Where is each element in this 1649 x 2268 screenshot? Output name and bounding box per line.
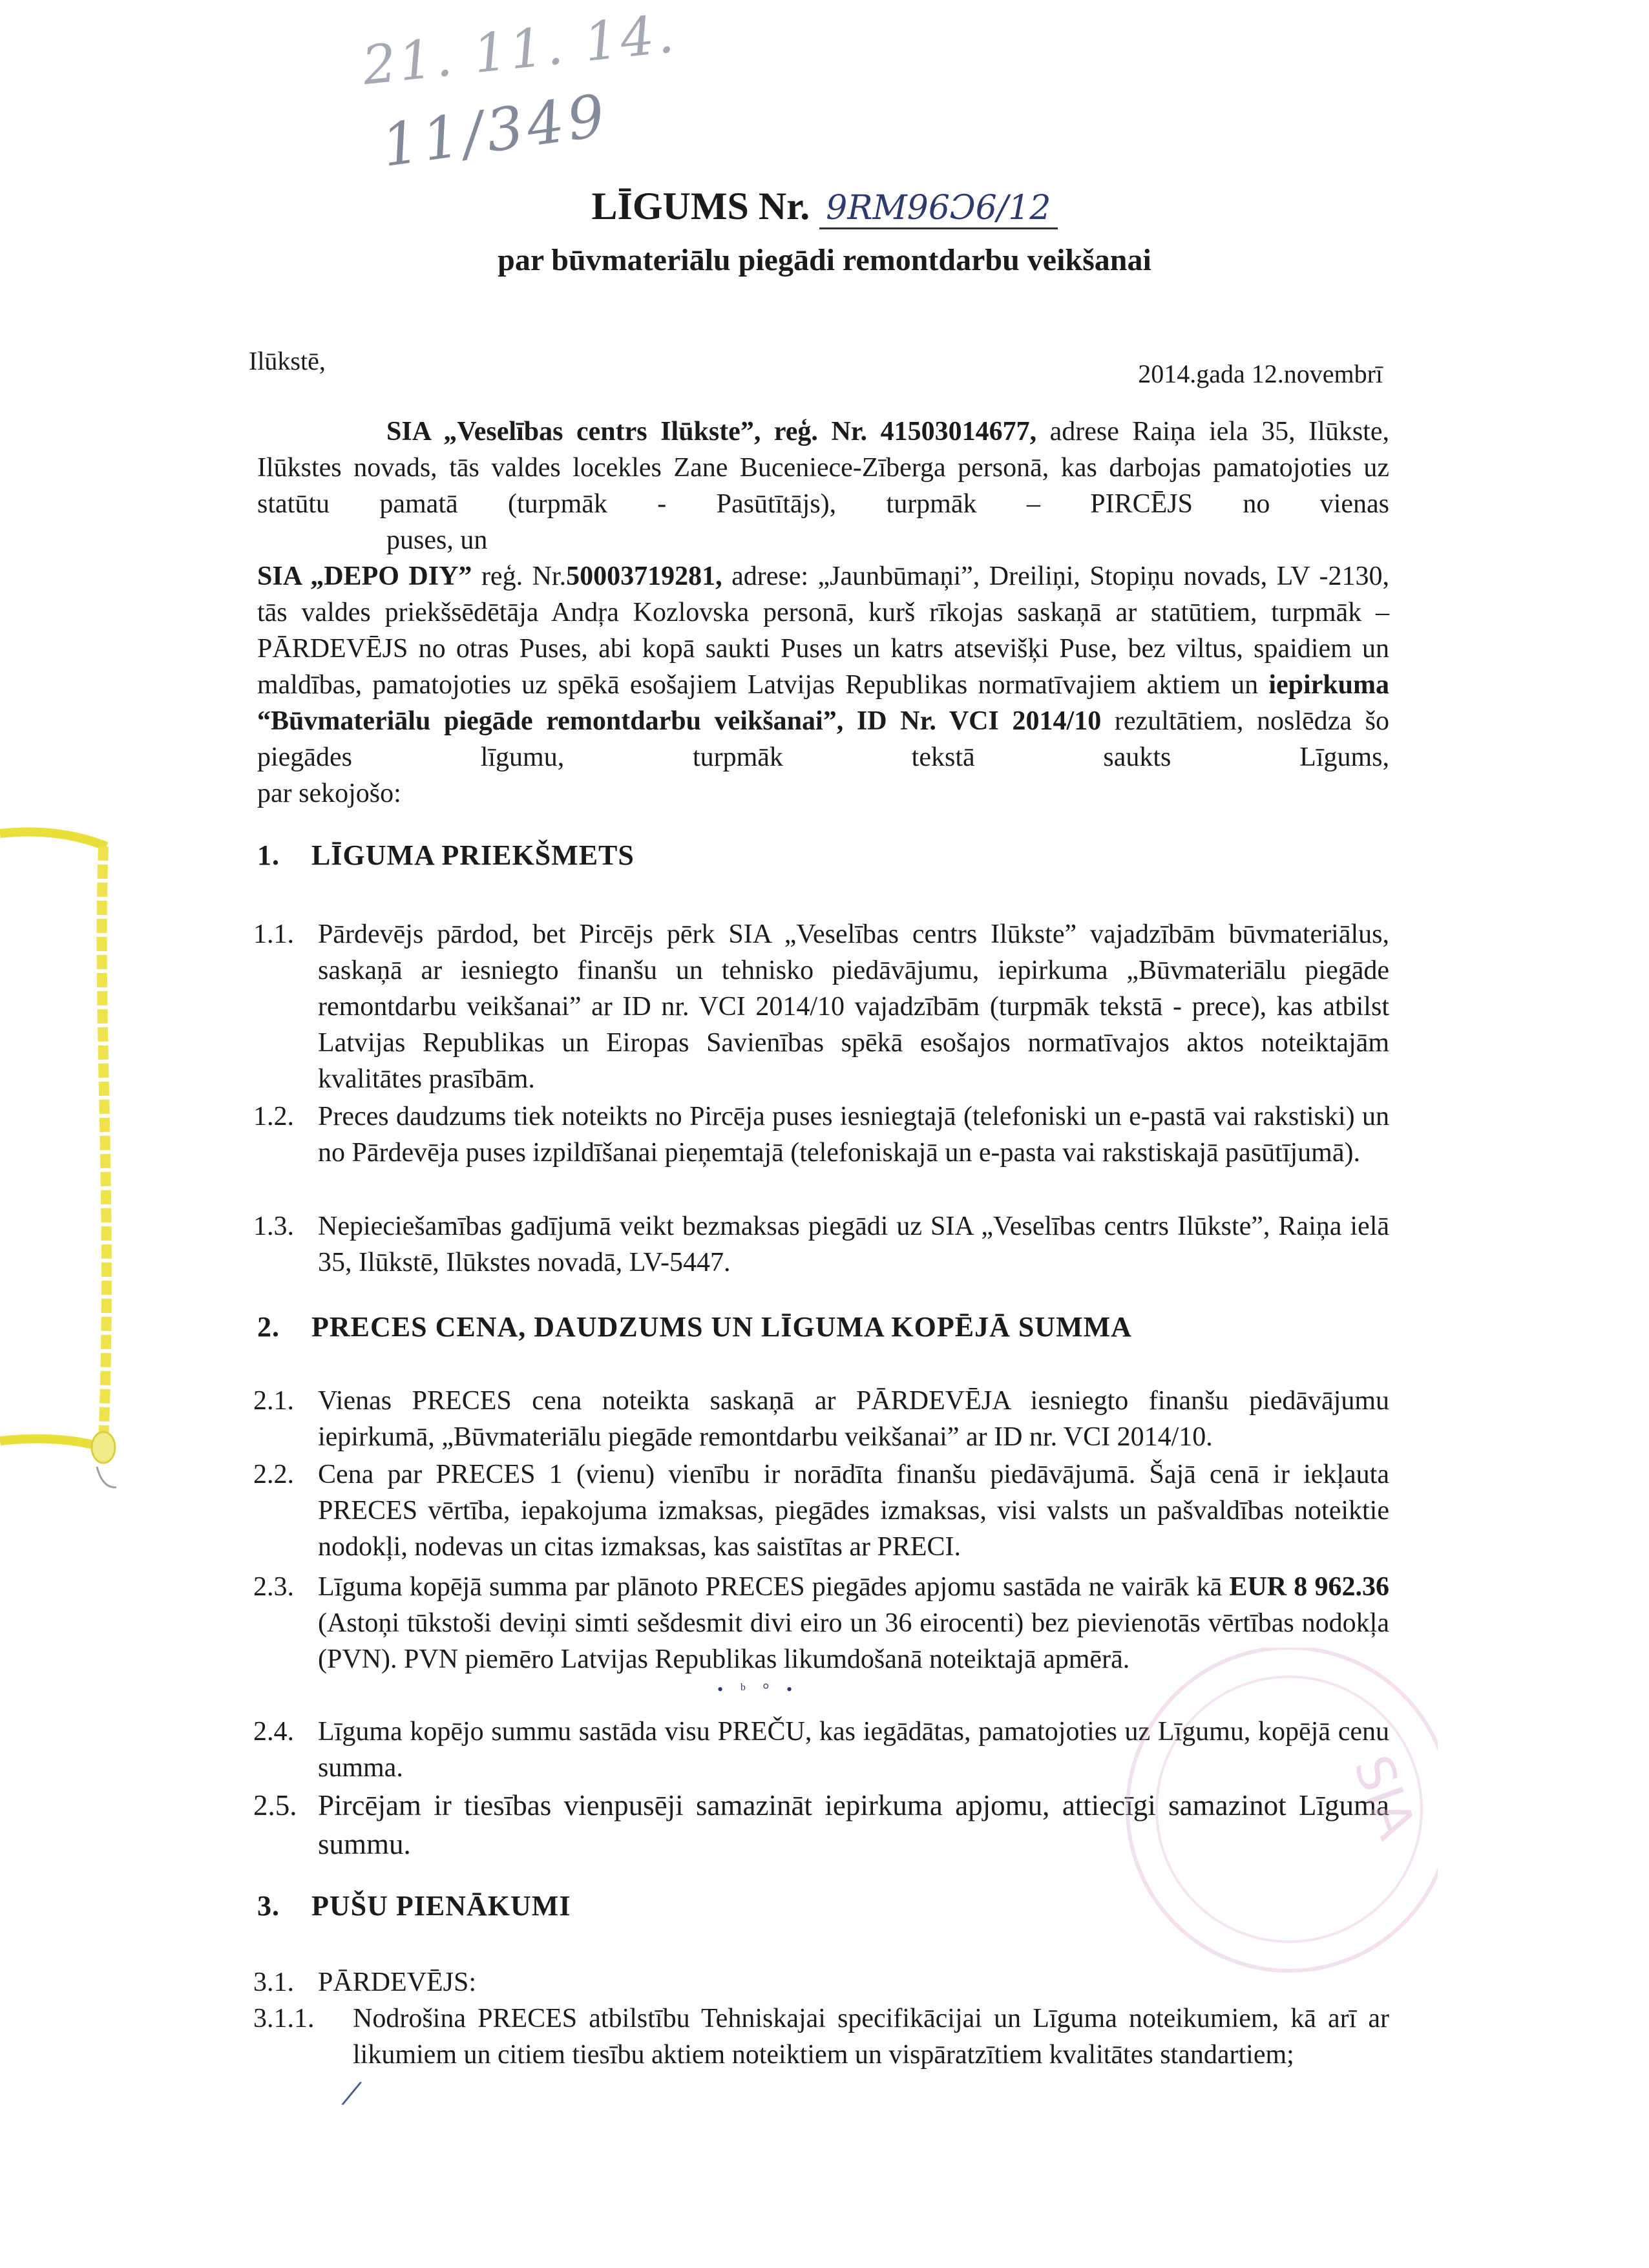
clause-number: 1.2.	[253, 1102, 294, 1131]
pen-mark: /	[341, 2070, 361, 2116]
clause-text: Līguma kopējo summu sastāda visu PREČU, kas iegādātas, pamatojoties uz Līgumu, kopējā cenu summa.	[318, 1717, 1389, 1783]
clause-number: 1.1.	[253, 919, 294, 949]
clause-number: 3.1.1.	[253, 2004, 315, 2033]
clause-number: 2.3.	[253, 1572, 294, 1602]
handwritten-registration-number: 11/349	[377, 81, 613, 181]
buyer-description: adrese Raiņa iela 35, Ilūkste, Ilūkstes novads, tās valdes locekles Zane Buceniece-Zīberga personā, kas darbojas pamatojoties uz statūtu pamatā (turpmāk - Pasūtītājs), turpmāk – PIRCĒJS no vienas	[257, 417, 1389, 519]
seller-name: SIA „DEPO DIY”	[257, 562, 472, 591]
stamp	[1076, 1648, 1438, 2010]
clause-text: Preces daudzums tiek noteikts no Pircēja puses iesniegtajā (telefoniski un e-pastā vai rakstiski) un no Pārdevēja puses izpildīšanai pieņemtajā (telefoniskajā un e-pasta vai rakstiskajā pasūtījumā).	[318, 1102, 1389, 1168]
clause-1-1	[253, 916, 1389, 1097]
clause-3-1-1	[253, 2000, 1389, 2073]
clause-1-3	[253, 1208, 1389, 1281]
clause-number: 1.3.	[253, 1212, 294, 1241]
section-2-number: 2.	[257, 1311, 280, 1343]
section-3-number: 3.	[257, 1890, 280, 1922]
clause-text: Nepieciešamības gadījumā veikt bezmaksas piegādi uz SIA „Veselības centrs Ilūkste”, Raiņa ielā 35, Ilūkstē, Ilūkstes novadā, LV-5447.	[318, 1212, 1389, 1277]
clause-number: 2.1.	[253, 1386, 294, 1416]
clause-text: Pircējam ir tiesības vienpusēji samazināt iepirkuma apjomu, attiecīgi samazinot Līguma summu.	[318, 1789, 1389, 1860]
contract-number-handwritten: 9RM96Ɔ6/12	[819, 189, 1057, 229]
procurement-name: iepirkuma “Būvmateriālu piegāde remontdarbu veikšanai”, ID Nr. VCI 2014/10	[257, 670, 1389, 736]
ink-specks: • ᵇ ° •	[717, 1680, 799, 1699]
section-1-title: LĪGUMA PRIEKŠMETS	[311, 839, 635, 871]
title-prefix: LĪGUMS Nr.	[591, 185, 810, 227]
closing-text: rezultātiem, noslēdza šo piegādes līgumu, turpmāk tekstā saukts Līgums,	[257, 706, 1389, 772]
handwritten-date-note: 21. 11. 14.	[359, 3, 679, 98]
clause-2-1	[253, 1383, 1389, 1455]
clause-number: 2.2.	[253, 1460, 294, 1489]
clause-number: 2.4.	[253, 1717, 294, 1747]
parties-paragraph	[257, 414, 1389, 812]
contract-amount: EUR 8 962.36	[1229, 1572, 1389, 1602]
buyer-description-end: puses, un	[386, 525, 488, 555]
clause-number: 2.5.	[253, 1789, 297, 1822]
clause-1-2	[253, 1098, 1389, 1171]
clause-text: Cena par PRECES 1 (vienu) vienību ir norādīta finanšu piedāvājumā. Šajā cenā ir iekļauta PRECES vērtība, iepakojuma izmaksas, piegādes izmaksas, visi valsts un pašvaldības noteiktie nodokļi, nodevas un citas izmaksas, kas saistītas ar PRECI.	[318, 1460, 1389, 1562]
clause-text: PĀRDEVĒJS:	[318, 1968, 477, 1997]
clause-text-a: Līguma kopējā summa par plānoto PRECES piegādes apjomu sastāda ne vairāk kā	[318, 1572, 1223, 1602]
document-title	[0, 184, 1649, 229]
section-1-number: 1.	[257, 839, 280, 871]
section-1-heading	[257, 839, 635, 872]
clause-2-2	[253, 1456, 1389, 1565]
clause-text: Vienas PRECES cena noteikta saskaņā ar PĀRDEVĒJA iesniegto finanšu piedāvājumu iepirkumā, „Būvmateriālu piegāde remontdarbu veikšanai” ar ID nr. VCI 2014/10.	[318, 1386, 1389, 1452]
closing-text-end: par sekojošo:	[257, 779, 401, 808]
section-3-heading	[257, 1889, 571, 1922]
buyer-name: SIA „Veselības centrs Ilūkste”, reģ. Nr. 41503014677,	[386, 417, 1037, 446]
seller-description: adrese: „Jaunbūmaņi”, Dreiliņi, Stopiņu novads, LV -2130, tās valdes priekšsēdētāja Andŗa Kozlovska personā, kurš rīkojas saskaņā ar statūtiem, turpmāk – PĀRDEVĒJS no otras Puses, abi kopā saukti Puses un katrs atsevišķi Puse, bez viltus, spaidiem un maldības, pamatojoties uz spēkā esošajiem Latvijas Republikas normatīvajiem aktiem un	[257, 562, 1389, 700]
section-2-title: PRECES CENA, DAUDZUMS UN LĪGUMA KOPĒJĀ SUMMA	[311, 1311, 1132, 1343]
seller-reg-number: 50003719281,	[566, 562, 722, 591]
clause-text: Pārdevējs pārdod, bet Pircējs pērk SIA „Veselības centrs Ilūkste” vajadzībām būvmateriālus, saskaņā ar iesniegto finanšu un tehnisko piedāvājumu, iepirkuma „Būvmateriālu piegāde remontdarbu veikšanai” ar ID nr. VCI 2014/10 vajadzībām (turpmāk tekstā - prece), kas atbilst Latvijas Republikas un Eiropas Savienības spēkā esošajos normatīvajos aktos noteiktajām kvalitātes prasībām.	[318, 919, 1389, 1094]
clause-number: 3.1.	[253, 1968, 294, 1997]
section-3-title: PUŠU PIENĀKUMI	[311, 1890, 571, 1922]
date-of-signing: 2014.gada 12.novembrī	[1138, 359, 1383, 388]
section-2-heading	[257, 1310, 1132, 1343]
binding-string	[0, 821, 116, 1499]
clause-text: Nodrošina PRECES atbilstību Tehniskajai specifikācijai un Līguma noteikumiem, kā arī ar likumiem un citiem tiesību aktiem noteiktiem un vispāratzītiem kvalitātes standartiem;	[353, 2004, 1389, 2070]
document-subtitle: par būvmateriālu piegādi remontdarbu veikšanai	[498, 243, 1151, 277]
clause-text-b: (Astoņi tūkstoši deviņi simti sešdesmit divi eiro un 36 eirocenti) bez pievienotās vērtības nodokļa (PVN). PVN piemēro Latvijas Republikas likumdošanā noteiktajā apmērā.	[318, 1608, 1389, 1674]
place-of-signing: Ilūkstē,	[249, 346, 326, 375]
seller-reg-label: reģ. Nr.	[481, 562, 567, 591]
svg-text:SIA: SIA	[1342, 1747, 1427, 1847]
